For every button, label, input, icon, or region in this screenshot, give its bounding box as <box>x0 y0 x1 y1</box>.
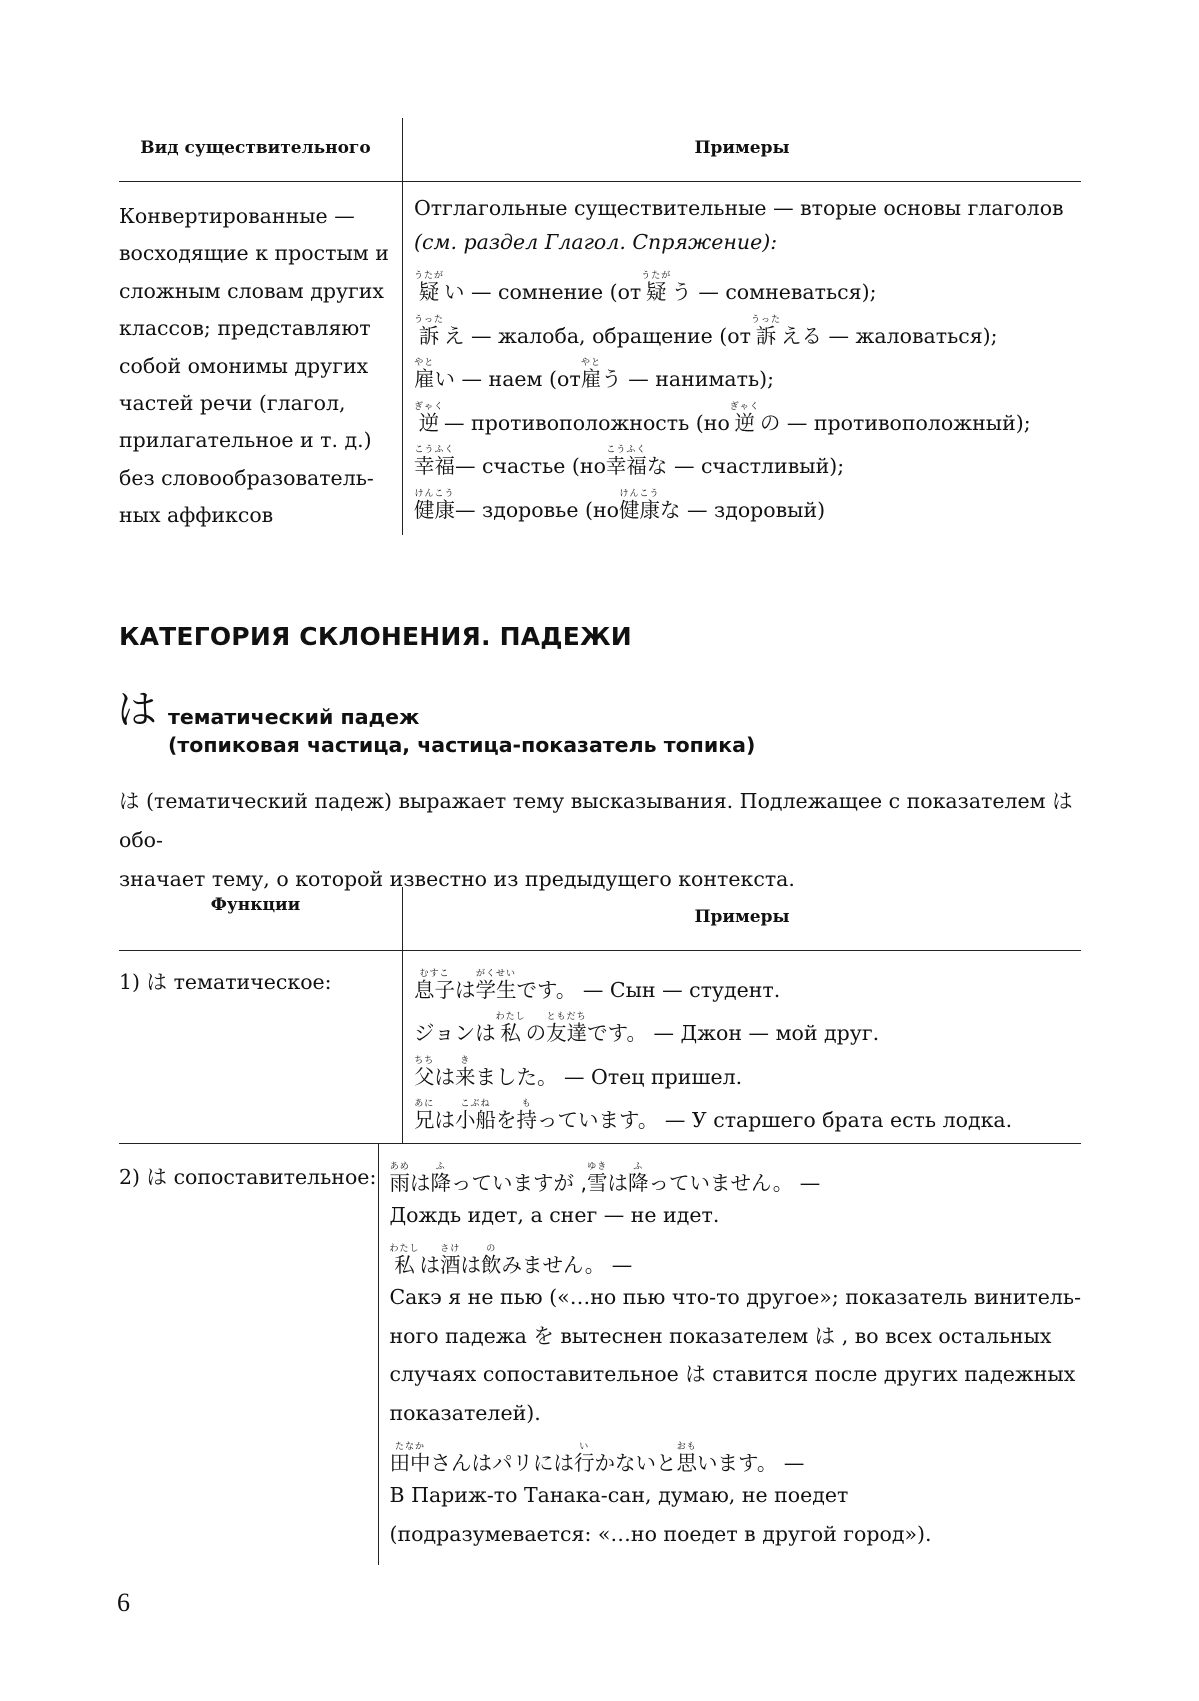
functions-table <box>119 887 1081 1565</box>
furigana: やと <box>580 358 602 369</box>
kanji: 雪 <box>587 1170 608 1195</box>
example-text: い — наем (от <box>434 367 581 392</box>
example-text: は <box>607 1170 629 1195</box>
example-text: — счастье (но <box>455 454 606 479</box>
column-header-examples: Примеры <box>402 118 1081 181</box>
table-header <box>119 118 1081 181</box>
kanji: 父 <box>414 1064 435 1089</box>
kanji: 降 <box>628 1170 649 1195</box>
example-line <box>414 346 1081 390</box>
example-text: う — сомневаться); <box>671 280 877 305</box>
examples-cell <box>378 1144 1082 1565</box>
example-text: は <box>455 977 476 1002</box>
kanji: 行 <box>574 1451 595 1476</box>
example-line <box>390 1235 1082 1279</box>
furigana: ぎゃく <box>414 401 445 412</box>
furigana: い <box>574 1442 595 1453</box>
example-text: っていますが , <box>451 1170 588 1195</box>
kanji: 兄 <box>414 1108 435 1133</box>
furigana: うたが <box>414 271 445 282</box>
example-translation: показателей). <box>389 1400 541 1425</box>
example-line <box>414 1090 1081 1134</box>
kanji: 訴 <box>414 323 444 348</box>
kanji: 学生 <box>475 977 517 1002</box>
intro-line: は (тематический падеж) выражает тему высказывания. Подлежащее с показателем は обо- <box>119 789 1073 852</box>
furigana: がくせい <box>475 968 517 979</box>
example-translation: Сакэ я не пью («…но пью что-то другое»; показатель винитель- <box>389 1285 1081 1310</box>
column-header-examples: Примеры <box>402 887 1081 950</box>
example-text: — противоположность (но <box>444 410 730 435</box>
table-row <box>119 950 1081 1143</box>
kanji: 思 <box>676 1451 697 1476</box>
kanji: 私 <box>495 1021 526 1046</box>
particle-glyph: は <box>117 687 157 733</box>
kanji: 幸福 <box>605 454 647 479</box>
example-text: える — жаловаться); <box>780 323 998 348</box>
kanji: 疑 <box>414 280 444 305</box>
furigana: やと <box>414 358 435 369</box>
example-line <box>390 1152 1082 1196</box>
intro-line: значает тему, о которой известно из предыдущего контекста. <box>119 867 795 891</box>
furigana: き <box>455 1055 476 1066</box>
table-header <box>119 887 1081 950</box>
furigana: うたが <box>641 271 672 282</box>
example-line <box>414 303 1081 347</box>
kanji: 健康 <box>618 498 660 523</box>
kanji: 飲 <box>481 1253 502 1278</box>
furigana: わたし <box>495 1012 526 1023</box>
example-translation: (подразумевается: «…но поедет в другой город»). <box>389 1521 932 1546</box>
example-text: ました。 — Отец пришел. <box>475 1064 743 1089</box>
example-text: です。 — Джон — мой друг. <box>587 1021 880 1046</box>
example-text: な — здоровый) <box>659 498 826 523</box>
kanji: 幸福 <box>414 454 455 479</box>
furigana: こうふく <box>605 445 647 456</box>
furigana: こうふく <box>414 445 455 456</box>
example-text: かないと <box>594 1451 677 1476</box>
example-line <box>414 959 1081 1003</box>
example-text: さんはパリには <box>430 1451 574 1476</box>
noun-type-line: Конвертированные — <box>119 204 355 228</box>
kanji: 降 <box>430 1170 451 1195</box>
noun-type-line: частей речи (глагол, <box>119 391 346 416</box>
example-text: は <box>419 1253 441 1278</box>
kanji: 雇 <box>414 367 435 392</box>
kanji: 来 <box>455 1064 476 1089</box>
kanji: 雇 <box>580 367 602 392</box>
furigana: も <box>516 1099 537 1110</box>
kanji: 息子 <box>414 977 455 1002</box>
example-text: ジョンは <box>414 1021 496 1046</box>
furigana: けんこう <box>618 489 660 500</box>
example-translation: В Париж-то Танака-сан, думаю, не поедет <box>389 1483 849 1508</box>
function-cell: 1) は тематическое: <box>119 970 332 994</box>
furigana: うった <box>414 314 445 325</box>
example-text: っています。 — У старшего брата есть лодка. <box>537 1108 1013 1133</box>
furigana: さけ <box>440 1244 461 1255</box>
example-line <box>414 433 1081 477</box>
example-line <box>414 1003 1081 1047</box>
example-text: は <box>434 1108 455 1133</box>
table-row <box>119 181 1081 535</box>
example-line <box>414 1046 1081 1090</box>
furigana: わたし <box>389 1244 420 1255</box>
furigana: うった <box>750 314 781 325</box>
example-translation: ного падежа を вытеснен показателем は , во всех остальных <box>389 1323 1052 1348</box>
example-text: の <box>525 1021 547 1046</box>
example-text: え — жалоба, обращение (от <box>444 323 751 348</box>
kanji: 雨 <box>389 1170 410 1195</box>
section-title: КАТЕГОРИЯ СКЛОНЕНИЯ. ПАДЕЖИ <box>119 622 632 651</box>
examples-cell <box>402 182 1081 535</box>
noun-type-line: классов; представляют <box>119 316 371 341</box>
noun-type-line: прилагательное и т. д.) <box>119 428 372 453</box>
kanji: 小船 <box>455 1108 496 1133</box>
example-text: う — нанимать); <box>601 367 775 392</box>
noun-type-line: собой омонимы других <box>119 353 369 378</box>
intro-paragraph <box>119 782 1081 899</box>
column-header-noun-type: Вид существительного <box>140 138 371 158</box>
furigana: ゆき <box>587 1161 608 1172</box>
furigana: ともだち <box>546 1012 588 1023</box>
furigana: むすこ <box>414 968 455 979</box>
furigana: ふ <box>628 1161 649 1172</box>
kanji: 疑 <box>641 280 672 305</box>
examples-cell <box>402 951 1081 1143</box>
example-text: — здоровье (но <box>455 498 619 523</box>
noun-type-line: сложным словам других <box>119 278 384 303</box>
kanji: 友達 <box>546 1021 588 1046</box>
noun-type-line: ных аффиксов <box>119 503 274 528</box>
kanji: 逆 <box>414 410 444 435</box>
furigana: あめ <box>389 1161 410 1172</box>
kanji: 持 <box>516 1108 537 1133</box>
particle-heading <box>168 703 755 759</box>
example-translation: Дождь идет, а снег — не идет. <box>389 1202 720 1227</box>
example-text: みません。 — <box>501 1253 633 1278</box>
example-text: います。 — <box>697 1451 805 1476</box>
kanji: 田中 <box>389 1451 431 1476</box>
example-text: っていません。 — <box>648 1170 821 1195</box>
function-cell: 2) は сопоставительное: <box>119 1165 377 1190</box>
particle-heading-line: (топиковая частица, частица-показатель топика) <box>168 733 756 757</box>
kanji: 健康 <box>414 498 455 523</box>
example-text: い — сомнение (от <box>444 280 642 305</box>
example-text: は <box>460 1253 482 1278</box>
column-header-functions: Функции <box>210 895 301 915</box>
examples-intro: Отглагольные существительные — вторые основы глаголов <box>414 195 1064 220</box>
furigana: ふ <box>430 1161 451 1172</box>
noun-type-line: восходящие к простым и <box>119 241 389 266</box>
example-text: を <box>496 1108 517 1133</box>
example-translation: случаях сопоставительное は ставится после других падежных <box>389 1362 1076 1387</box>
example-text: です。 — Сын — студент. <box>516 977 781 1002</box>
furigana: ぎゃく <box>729 401 760 412</box>
furigana: たなか <box>389 1442 431 1453</box>
table-row <box>119 1143 1081 1565</box>
example-text: な — счастливый); <box>646 454 845 479</box>
furigana: けんこう <box>414 489 455 500</box>
example-line <box>390 1433 1082 1477</box>
kanji: 逆 <box>729 410 760 435</box>
example-line <box>414 477 1081 521</box>
example-line <box>414 390 1081 434</box>
furigana: おも <box>676 1442 697 1453</box>
kanji: 酒 <box>440 1253 461 1278</box>
example-line <box>414 259 1081 303</box>
example-text: は <box>410 1170 431 1195</box>
kanji: 私 <box>389 1253 420 1278</box>
noun-types-table <box>119 118 1081 535</box>
furigana: あに <box>414 1099 435 1110</box>
page-number: 6 <box>117 1588 130 1617</box>
kanji: 訴 <box>750 323 781 348</box>
furigana: こぶね <box>455 1099 496 1110</box>
example-text: の — противоположный); <box>759 410 1031 435</box>
noun-type-cell <box>119 182 402 535</box>
example-text: は <box>434 1064 455 1089</box>
furigana: ちち <box>414 1055 435 1066</box>
furigana: の <box>481 1244 502 1255</box>
particle-heading-line: тематический падеж <box>168 705 420 729</box>
noun-type-line: без словообразователь- <box>119 465 374 490</box>
examples-reference: (см. раздел Глагол. Спряжение): <box>414 229 778 254</box>
